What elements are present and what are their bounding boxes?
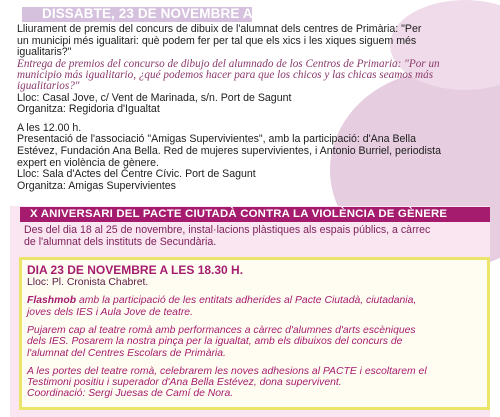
organizer-text: Organitza: Amigas Supervivientes: [17, 179, 176, 192]
text-line: igualitaris?": [17, 46, 72, 59]
place-text: Lloc: Sala d'Actes del Centre Cívic. Port de Sagunt: [17, 168, 256, 181]
text-line: Lliurament de premis del concurs de dibuix de l'alumnat dels centres de Primària: "Per: [17, 23, 422, 35]
event-heading: DIA 23 DE NOVEMBRE A LES 18.30 H.: [27, 263, 244, 277]
text-line: Des del dia 18 al 25 de novembre, instal·lacions plàstiques als espais públics, a càrrec: [24, 224, 431, 236]
text-line: Testimoni positiu i superador d'Ana Bella Estévez, dona supervivent.: [27, 377, 342, 389]
text-line: un municipi més igualitari: què podem fer per tal que els xics i les xiques siguem més: [17, 34, 417, 47]
text-line: de l'alumnat dels instituts de Secundària.: [24, 235, 217, 248]
place-text: Lloc: Pl. Cronista Chabret.: [27, 277, 149, 288]
flashmob-text: amb la participació de les entitats adherides al Pacte Ciutadà, ciutadania,: [76, 295, 417, 307]
text-line: joves dels IES i Aula Jove de teatre.: [27, 306, 193, 318]
flashmob-line: [27, 295, 485, 306]
italic-line: municipio más igualitario, ¿qué podemos hacer para que los chicos y las chicas seamos más: [17, 69, 434, 82]
text-line: Estévez, Fundación Ana Bella. Red de mujeres supervivientes, i Antonio Burriel, periodista: [17, 145, 441, 158]
italic-line: Entrega de premios del concurso de dibujo del alumnado de los Centros de Primaria: "Por un: [17, 57, 440, 70]
text-line: A les portes del teatre romà, celebrarem les noves adhesions al PACTE i escoltarem el: [27, 365, 427, 377]
anniversary-title-bar: [20, 207, 490, 222]
text-line: Pujarem cap al teatre romà amb performances a càrrec d'alumnes d'arts escèniques: [27, 325, 416, 336]
text-line: l'alumnat del Centres Escolars de Primària.: [27, 347, 226, 359]
organizer-text: Organitza: Regidoria d'Igualtat: [17, 103, 160, 116]
text-line: Presentació de l'associació "Amigas Supervivientes", amb la participació: d'Ana Bella: [17, 133, 417, 146]
section-morning: [17, 24, 495, 192]
time-text: A les 12.00 h.: [17, 121, 82, 134]
flashmob-label: Flashmob: [27, 295, 77, 307]
text-line: expert en violència de gènere.: [17, 156, 159, 169]
anniversary-title: X ANIVERSARI DEL PACTE CIUTADÀ CONTRA LA VIOLÈNCIA DE GÈNERE: [30, 208, 448, 220]
text-line: dels IES. Posarem la nostra pinça per la igualtat, amb els dibuixos del concurs de: [27, 336, 403, 348]
evening-event-box: [19, 257, 490, 410]
place-text: Lloc: Casal Jove, c/ Vent de Marinada, s/n. Port de Sagunt: [17, 91, 292, 104]
page-title: DISSABTE, 23 DE NOVEMBRE A LES 11.00 H.: [42, 6, 338, 21]
coordination-text: Coordinació: Sergi Juesas de Camí de Nora.: [27, 388, 234, 400]
italic-line: igualitarios?": [17, 80, 80, 93]
anniversary-text: [24, 225, 490, 249]
